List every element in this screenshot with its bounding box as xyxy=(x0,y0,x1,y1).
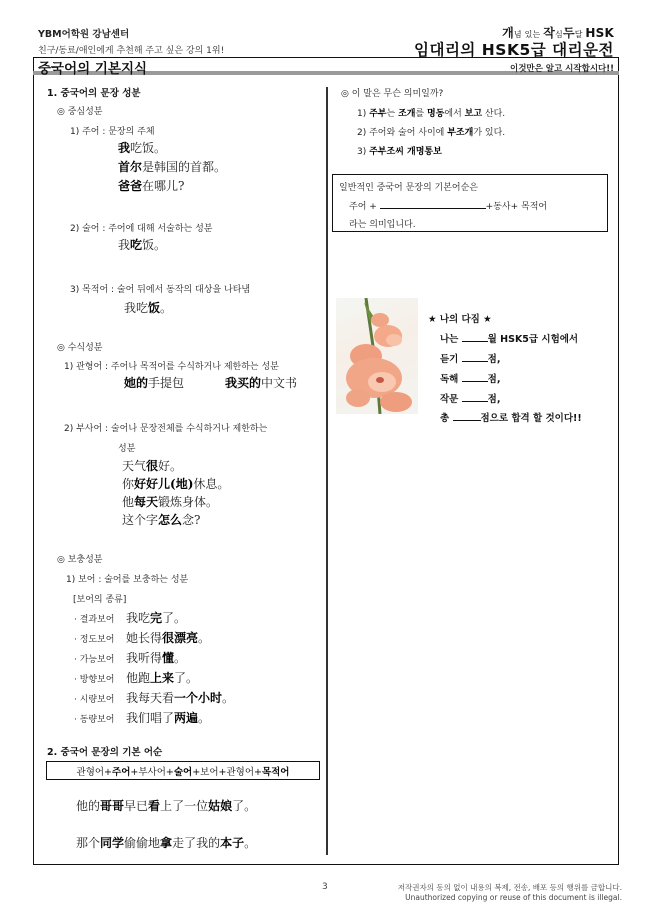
pledge-line: 독해 점, xyxy=(440,374,501,385)
complement-types-heading: [보어의 종류] xyxy=(73,595,127,605)
attributive-label: 1) 관형어 : 주어나 목적어를 수식하거나 제한하는 성분 xyxy=(64,362,279,372)
slogan-part: 두 xyxy=(562,26,575,40)
example-sentence: 他每天锻炼身体。 xyxy=(122,495,219,509)
column-divider xyxy=(326,87,328,855)
fill-in-blank xyxy=(462,333,488,342)
info-line: 라는 의미입니다. xyxy=(349,220,416,230)
fill-in-blank xyxy=(380,200,486,209)
example-phrase: 我买的中文书 xyxy=(225,376,298,390)
info-line: 주어 + +동사+ 목적어 xyxy=(349,202,548,212)
adverbial-label-cont: 성분 xyxy=(118,444,136,454)
page-number: 3 xyxy=(322,882,328,892)
example-sentence: 天气很好。 xyxy=(122,459,183,473)
fill-in-blank xyxy=(462,353,488,362)
question-item: 1) 주부는 조개를 명동에서 보고 산다. xyxy=(357,109,506,119)
course-title: 임대리의 HSK5급 대리운전 xyxy=(414,41,614,59)
question-heading: ◎ 이 말은 무슨 의미일까? xyxy=(341,89,444,99)
flower-image xyxy=(336,298,418,414)
example-sentence: 我吃饭。 xyxy=(118,141,167,155)
pledge-line: 듣기 점, xyxy=(440,354,501,365)
pledge-line: 나는 월 HSK5급 시험에서 xyxy=(440,334,579,345)
subject-label: 1) 주어 : 문장의 주체 xyxy=(70,127,155,137)
subheading-modifier: ◎ 수식성분 xyxy=(57,343,103,353)
org-name: YBM어학원 강남센터 xyxy=(38,29,130,40)
subheading-complement: ◎ 보충성분 xyxy=(57,555,103,565)
adverbial-label: 2) 부사어 : 술어나 문장전체를 수식하거나 제한하는 xyxy=(64,424,268,434)
question-item: 2) 주어와 술어 사이에 부조개가 있다. xyxy=(357,128,506,138)
example-sentence: 爸爸在哪儿? xyxy=(118,179,185,193)
example-sentence: 首尔是韩国的首都。 xyxy=(118,160,227,174)
section-heading: 1. 중국어의 문장 성분 xyxy=(47,88,141,99)
slogan-part: HSK xyxy=(585,26,614,40)
slogan-part: 개 xyxy=(502,26,514,40)
example-phrase: 她的手提包 xyxy=(124,376,185,390)
slogan-part: 작 xyxy=(543,26,555,40)
object-label: 3) 목적어 : 술어 뒤에서 동작의 대상을 나타냄 xyxy=(70,285,251,295)
fill-in-blank xyxy=(462,373,488,382)
slogan-part: 념 있는 xyxy=(513,30,544,39)
pledge-title: ★ 나의 다짐 ★ xyxy=(428,314,492,325)
complement-type-row: · 정도보어 她长得很漂亮。 xyxy=(74,631,211,645)
complement-type-row: · 방향보어 他跑上来了。 xyxy=(74,671,199,685)
section-heading: 2. 중국어 문장의 기본 어순 xyxy=(47,747,163,758)
complement-type-row: · 가능보어 我听得懂。 xyxy=(74,651,187,665)
fill-in-blank xyxy=(453,412,481,421)
pledge-line: 총 점으로 합격 할 것이다!! xyxy=(440,413,582,424)
recommend-text: 친구/동료/애인에게 추천해 주고 싶은 강의 1위! xyxy=(38,46,225,56)
page-subtitle: 이것만은 알고 시작합시다!! xyxy=(510,64,614,74)
example-sentence: 我吃饭。 xyxy=(124,301,173,315)
fill-in-blank xyxy=(462,393,488,402)
example-sentence: 他的哥哥早已看上了一位姑娘了。 xyxy=(76,799,257,813)
subheading-core: ◎ 중심성분 xyxy=(57,107,103,117)
complement-type-row: · 시량보어 我每天看一个小时。 xyxy=(74,691,235,705)
slogan-part: 심 xyxy=(555,30,563,39)
copyright-notice-ko: 저작권자의 동의 없이 내용의 복제, 전송, 배포 등의 행위를 금합니다. xyxy=(397,883,622,892)
example-sentence: 那个同学偷偷地拿走了我的本子。 xyxy=(76,836,257,850)
predicate-label: 2) 술어 : 주어에 대해 서술하는 성분 xyxy=(70,224,213,234)
word-order-text: 관형어+주어+부사어+술어+보어+관형어+목적어 xyxy=(76,767,290,778)
complement-type-row: · 결과보어 我吃完了。 xyxy=(74,611,187,625)
question-item: 3) 주부조씨 개명통보 xyxy=(357,147,442,157)
pledge-line: 작문 점, xyxy=(440,394,501,405)
page-title: 중국어의 기본지식 xyxy=(38,61,148,77)
example-sentence: 你好好儿(地)休息。 xyxy=(122,477,230,491)
complement-type-row: · 동량보어 我们唱了两遍。 xyxy=(74,711,211,725)
example-sentence: 这个字怎么念? xyxy=(122,513,201,527)
slogan-part: 달 xyxy=(574,30,586,39)
example-sentence: 我吃饭。 xyxy=(118,238,167,252)
copyright-notice-en: Unauthorized copying or reuse of this document is illegal. xyxy=(405,893,622,902)
complement-label: 1) 보어 : 술어를 보충하는 성분 xyxy=(66,575,189,585)
info-line: 일반적인 중국어 문장의 기본어순은 xyxy=(339,183,478,193)
